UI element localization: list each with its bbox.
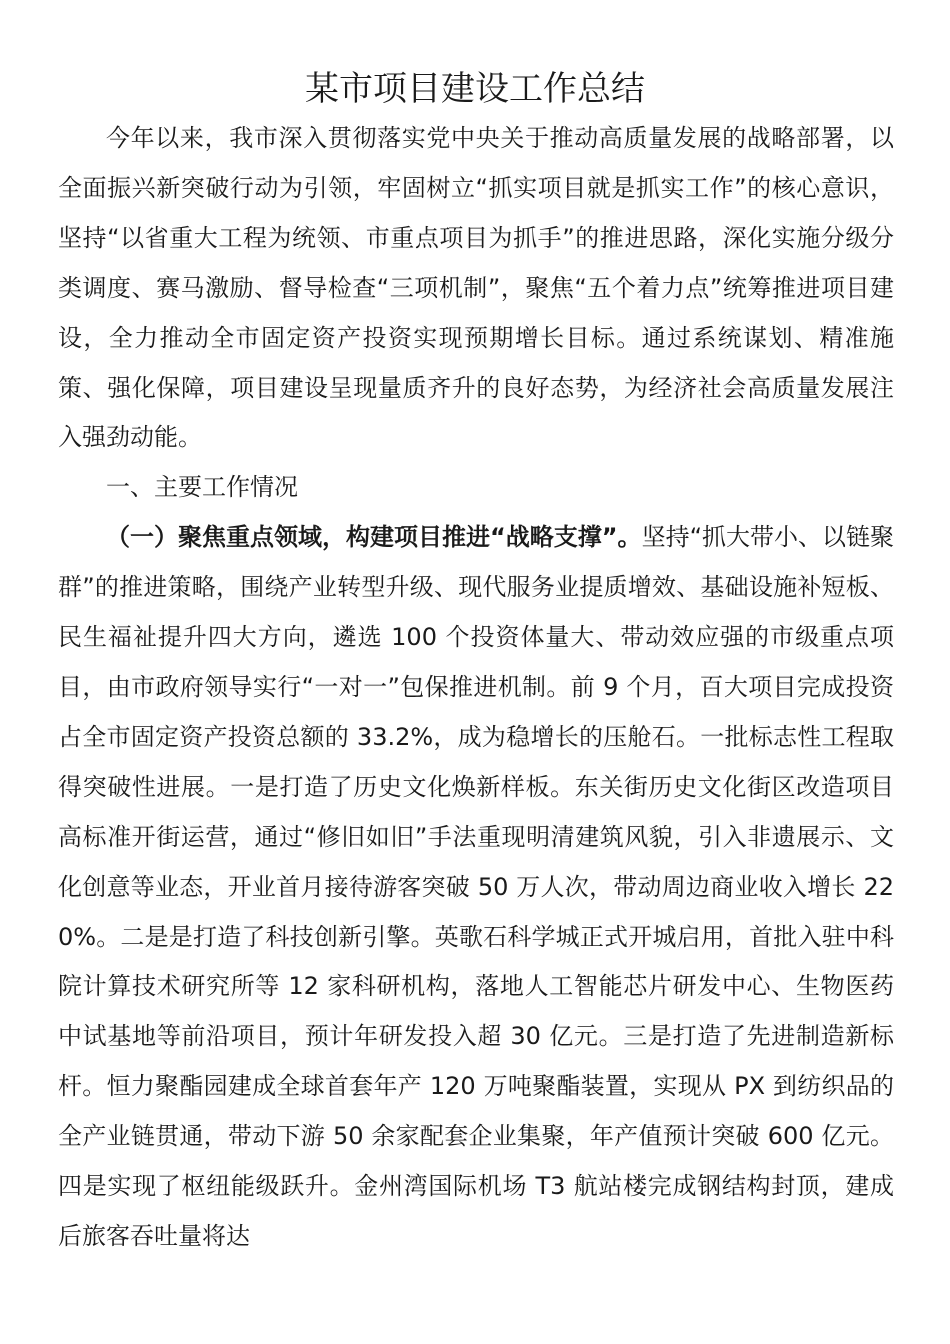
subsection-heading-key-areas: （一）聚焦重点领域，构建项目推进“战略支撑”。	[106, 523, 642, 552]
document-title: 某市项目建设工作总结	[305, 69, 645, 109]
subsection-paragraph-key-areas	[58, 513, 894, 1262]
intro-paragraph: 今年以来，我市深入贯彻落实党中央关于推动高质量发展的战略部署，以全面振兴新突破行动为引领，牢固树立“抓实项目就是抓实工作”的核心意识，坚持“以省重大工程为统领、市重点项目为抓手”的推进思路，深化实施分级分类调度、赛马激励、督导检查“三项机制”，聚焦“五个着力点”统筹推进项目建设，全力推动全市固定资产投资实现预期增长目标。通过系统谋划、精准施策、强化保障，项目建设呈现量质齐升的良好态势，为经济社会高质量发展注入强劲动能。	[58, 124, 894, 452]
subsection-body-key-areas: 坚持“抓大带小、以链聚群”的推进策略，围绕产业转型升级、现代服务业提质增效、基础设施补短板、民生福祉提升四大方向，遴选 100 个投资体量大、带动效应强的市级重点项目，由市政府领导实行“一对一”包保推进机制。前 9 个月，百大项目完成投资占全市固定资产投资总额的 33.2%，成为稳增长的压舱石。一批标志性工程取得突破性进展。一是打造了历史文化焕新样板。东关街历史文化街区改造项目高标准开街运营，通过“修旧如旧”手法重现明清建筑风貌，引入非遗展示、文化创意等业态，开业首月接待游客突破 50 万人次，带动周边商业收入增长 220%。二是是打造了科技创新引擎。英歌石科学城正式开城启用，首批入驻中科院计算技术研究所等 12 家科研机构，落地人工智能芯片研发中心、生物医药中试基地等前沿项目，预计年研发投入超 30 亿元。三是打造了先进制造新标杆。恒力聚酯园建成全球首套年产 120 万吨聚酯装置，实现从 PX 到纺织品的全产业链贯通，带动下游 50 余家配套企业集聚，年产值预计突破 600 亿元。四是实现了枢纽能级跃升。金州湾国际机场 T3 航站楼完成钢结构封顶，建成后旅客吞吐量将达	[58, 523, 895, 1250]
document-body	[58, 114, 894, 1262]
section-heading-main-work: 一、主要工作情况	[106, 473, 298, 502]
